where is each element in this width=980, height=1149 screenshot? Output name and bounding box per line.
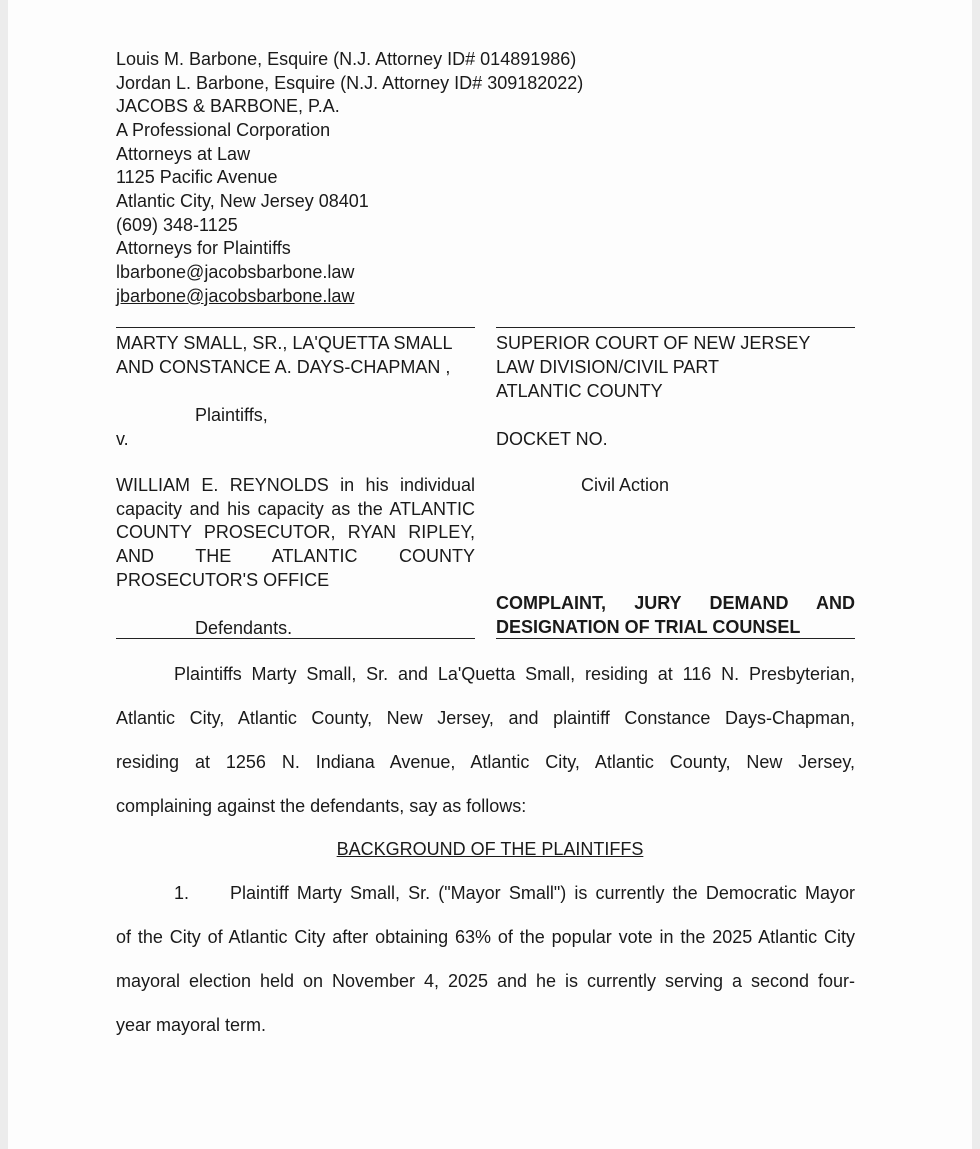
document-page bbox=[8, 0, 972, 1149]
court-name: SUPERIOR COURT OF NEW JERSEY bbox=[496, 333, 811, 353]
defendants-line: COUNTY PROSECUTOR, RYAN RIPLEY, bbox=[116, 522, 475, 542]
docket-number: DOCKET NO. bbox=[496, 429, 608, 449]
paragraph-line: mayoral election held on November 4, 2025 and he is currently serving a second four- bbox=[116, 971, 855, 991]
plaintiffs-names: MARTY SMALL, SR., LA'QUETTA SMALL bbox=[116, 333, 453, 353]
caption-rule bbox=[496, 638, 855, 639]
attorney-line: Jordan L. Barbone, Esquire (N.J. Attorney ID# 309182022) bbox=[116, 73, 584, 93]
paragraph-line: Plaintiff Marty Small, Sr. ("Mayor Small") is currently the Democratic Mayor bbox=[230, 883, 855, 903]
court-county: ATLANTIC COUNTY bbox=[496, 381, 663, 401]
firm-type: A Professional Corporation bbox=[116, 120, 331, 140]
defendants-line: AND THE ATLANTIC COUNTY bbox=[116, 546, 475, 566]
firm-street: 1125 Pacific Avenue bbox=[116, 167, 278, 187]
caption-rule bbox=[496, 327, 855, 328]
intro-line: residing at 1256 N. Indiana Avenue, Atlantic City, Atlantic County, New Jersey, bbox=[116, 752, 855, 772]
firm-role: Attorneys for Plaintiffs bbox=[116, 238, 291, 258]
defendants-label: Defendants. bbox=[195, 618, 293, 638]
email-link[interactable]: jbarbone@jacobsbarbone.law bbox=[116, 286, 355, 306]
action-type: Civil Action bbox=[581, 475, 670, 495]
plaintiffs-label: Plaintiffs, bbox=[195, 405, 268, 425]
intro-line: Plaintiffs Marty Small, Sr. and La'Quetta Small, residing at 116 N. Presbyterian, bbox=[174, 664, 855, 684]
paragraph-line: of the City of Atlantic City after obtaining 63% of the popular vote in the 2025 Atlantic City bbox=[116, 927, 855, 947]
firm-city: Atlantic City, New Jersey 08401 bbox=[116, 191, 369, 211]
paragraph-number: 1. bbox=[174, 883, 190, 903]
plaintiffs-names: AND CONSTANCE A. DAYS-CHAPMAN , bbox=[116, 357, 451, 377]
document-title: DESIGNATION OF TRIAL COUNSEL bbox=[496, 617, 801, 637]
paragraph-line: year mayoral term. bbox=[116, 1015, 267, 1035]
intro-line: Atlantic City, Atlantic County, New Jersey, and plaintiff Constance Days-Chapman, bbox=[116, 708, 855, 728]
defendants-line: PROSECUTOR'S OFFICE bbox=[116, 570, 330, 590]
firm-name: JACOBS & BARBONE, P.A. bbox=[116, 96, 340, 116]
email-link[interactable]: lbarbone@jacobsbarbone.law bbox=[116, 262, 355, 282]
caption-rule bbox=[116, 638, 475, 639]
intro-line: complaining against the defendants, say as follows: bbox=[116, 796, 527, 816]
document-title: COMPLAINT, JURY DEMAND AND bbox=[496, 593, 855, 613]
attorney-line: Louis M. Barbone, Esquire (N.J. Attorney ID# 014891986) bbox=[116, 49, 577, 69]
defendants-line: capacity and his capacity as the ATLANTIC bbox=[116, 499, 475, 519]
versus-label: v. bbox=[116, 429, 129, 449]
caption-rule bbox=[116, 327, 475, 328]
section-heading: BACKGROUND OF THE PLAINTIFFS bbox=[336, 839, 644, 859]
defendants-line: WILLIAM E. REYNOLDS in his individual bbox=[116, 475, 475, 495]
court-division: LAW DIVISION/CIVIL PART bbox=[496, 357, 720, 377]
firm-descriptor: Attorneys at Law bbox=[116, 144, 251, 164]
firm-phone: (609) 348-1125 bbox=[116, 215, 238, 235]
